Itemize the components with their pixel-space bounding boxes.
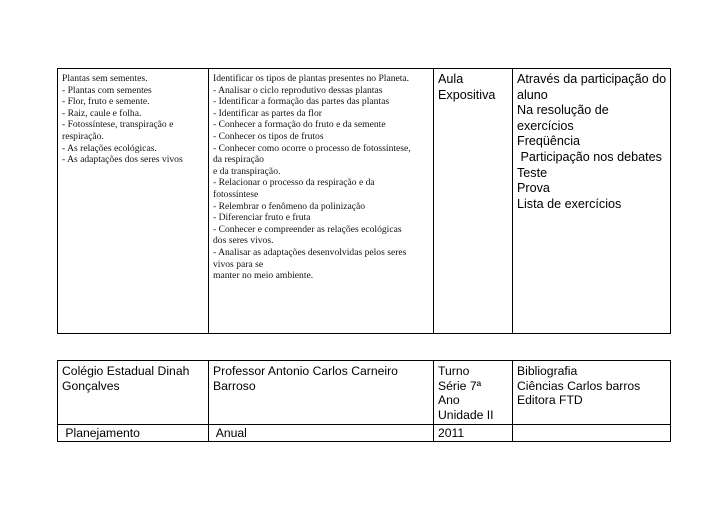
teacher-line: Barroso <box>213 378 256 393</box>
objective-line: - Relembrar o fenômeno da polinização <box>213 200 366 212</box>
objectives-cell <box>209 69 434 334</box>
objective-line: - Diferenciar fruto e fruta <box>213 212 311 224</box>
class-info-cell <box>434 361 513 425</box>
content-row <box>58 69 671 334</box>
topics-cell <box>58 69 209 334</box>
planning-type-cell <box>209 425 434 442</box>
topic-line: - As relações ecológicas. <box>62 142 157 154</box>
topic-line: - Flor, fruto e semente. <box>62 96 150 108</box>
school-line: Gonçalves <box>62 378 120 393</box>
assessment-line: Lista de exercícios <box>517 196 622 211</box>
header-info-table <box>57 360 671 442</box>
planning-type: Anual <box>213 426 247 440</box>
objective-line: Identificar os tipos de plantas presentes no Planeta. <box>213 73 410 84</box>
year-value: 2011 <box>438 426 465 440</box>
assessment-line: Freqüência <box>517 134 581 149</box>
objective-line: - Analisar as adaptações desenvolvidas pelos seres <box>213 246 407 258</box>
bibliography-line: Editora FTD <box>517 393 583 408</box>
class-info-line: Turno <box>438 364 470 378</box>
objective-line: - Analisar o ciclo reprodutivo dessas plantas <box>213 84 383 96</box>
topic-line: Plantas sem sementes. <box>62 73 148 84</box>
assessment-cell <box>513 69 671 334</box>
method-line: Expositiva <box>438 87 496 102</box>
school-cell <box>58 361 209 425</box>
objective-line: da respiração <box>213 154 264 166</box>
objective-line: - Conhecer os tipos de frutos <box>213 130 324 142</box>
topic-line: - As adaptações dos seres vivos <box>62 154 183 166</box>
teacher-cell <box>209 361 434 425</box>
school-line: Colégio Estadual Dinah <box>62 364 190 378</box>
objective-line: fotossíntese <box>213 188 259 200</box>
topic-line: - Fotossíntese, transpiração e <box>62 119 174 131</box>
objective-line: manter no meio ambiente. <box>213 270 314 282</box>
info-row <box>58 361 671 425</box>
objective-line: vivos para se <box>213 258 264 270</box>
bibliography-line: Bibliografia <box>517 364 578 378</box>
class-info-line: Ano <box>438 393 460 408</box>
objective-line: - Conhecer a formação do fruto e da semente <box>213 119 386 131</box>
assessment-line: exercícios <box>517 118 574 133</box>
objective-line: - Identificar as partes da flor <box>213 107 322 119</box>
topic-line: respiração. <box>62 130 104 142</box>
assessment-line: Participação nos debates <box>517 149 662 164</box>
content-table <box>57 68 671 334</box>
objective-line: - Identificar a formação das partes das plantas <box>213 96 390 108</box>
topic-line: - Raiz, caule e folha. <box>62 107 142 119</box>
assessment-line: Prova <box>517 181 550 196</box>
bibliography-cell <box>513 361 671 425</box>
planning-label-cell <box>58 425 209 442</box>
objective-line: - Relacionar o processo da respiração e da <box>213 177 375 189</box>
assessment-line: Através da participação do <box>517 72 667 86</box>
objective-line: dos seres vivos. <box>213 235 274 247</box>
planning-label: Planejamento <box>62 426 140 440</box>
topic-line: - Plantas com sementes <box>62 84 152 96</box>
assessment-line: Na resolução de <box>517 103 609 118</box>
assessment-line: aluno <box>517 87 548 102</box>
planning-row <box>58 425 671 442</box>
assessment-line: Teste <box>517 165 548 180</box>
bibliography-line: Ciências Carlos barros <box>517 378 641 393</box>
teacher-line: Professor Antonio Carlos Carneiro <box>213 364 398 378</box>
class-info-line: Série 7ª <box>438 378 482 393</box>
objective-line: - Conhecer e compreender as relações ecológicas <box>213 223 402 235</box>
method-line: Aula <box>438 72 464 86</box>
objective-line: e da transpiração. <box>213 165 281 177</box>
class-info-line: Unidade II <box>438 407 494 422</box>
objective-line: - Conhecer como ocorre o processo de fotossíntese, <box>213 142 411 154</box>
empty-cell <box>513 425 671 442</box>
method-cell <box>434 69 513 334</box>
year-cell <box>434 425 513 442</box>
